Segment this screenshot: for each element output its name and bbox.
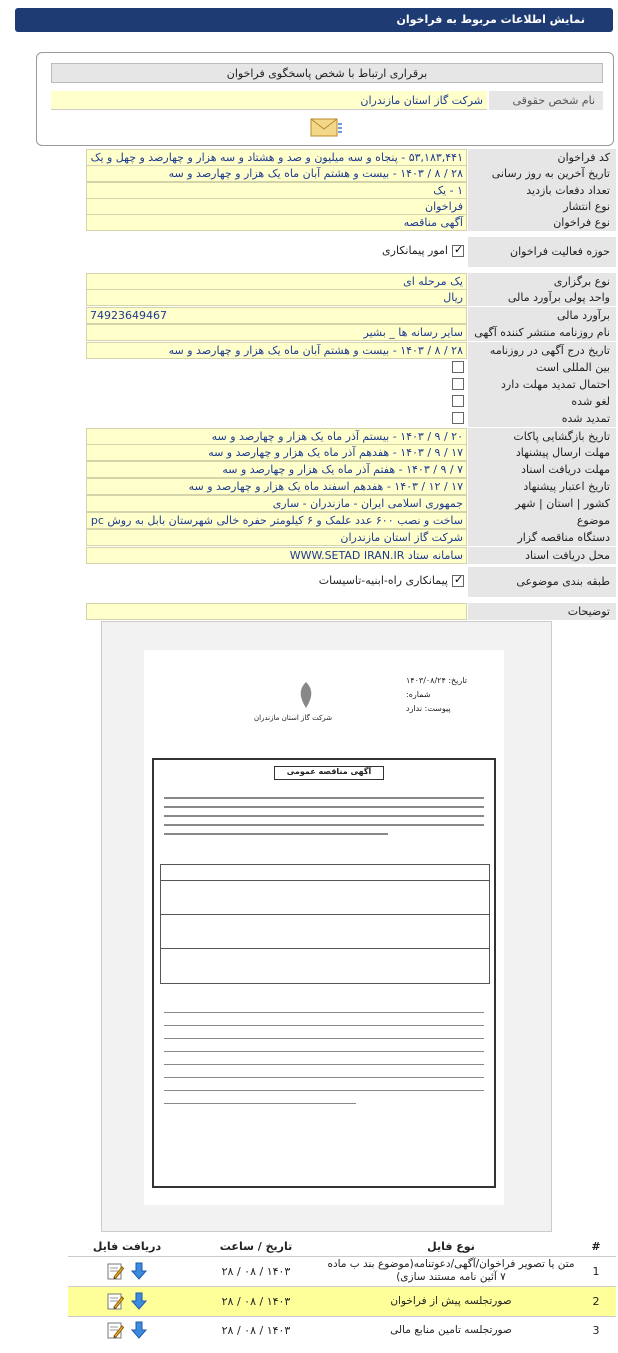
field-label: مهلت دریافت اسناد xyxy=(468,461,616,478)
field-label: حوزه فعالیت فراخوان xyxy=(468,237,616,267)
file-number: 3 xyxy=(576,1316,616,1344)
field-value: ۲۸ / ۸ / ۱۴۰۳ - بیست و هشتم آبان ماه یک هزار و چهارصد و سه xyxy=(86,342,467,359)
field-value xyxy=(86,237,467,267)
field-row xyxy=(86,512,616,529)
document-company: شرکت گاز استان مازندران xyxy=(254,714,333,722)
document-page xyxy=(144,650,504,1205)
col-date: تاریخ / ساعت xyxy=(186,1238,326,1256)
legal-entity-label: نام شخص حقوقی xyxy=(489,91,603,110)
edit-document-icon[interactable] xyxy=(106,1262,124,1280)
field-value: 74923649467 xyxy=(86,307,467,324)
field-row xyxy=(86,307,616,324)
field-label: تاریخ درج آگهی در روزنامه xyxy=(468,342,616,359)
field-value: ریال xyxy=(86,289,467,306)
file-row xyxy=(68,1256,616,1286)
field-label: محل دریافت اسناد xyxy=(468,547,616,564)
field-value: ۷ / ۹ / ۱۴۰۳ - هفتم آذر ماه یک هزار و چهارصد و سه xyxy=(86,461,467,478)
field-row xyxy=(86,547,616,564)
field-value xyxy=(86,393,467,410)
field-row xyxy=(86,478,616,495)
field-value: سایر رسانه ها _ بشیر xyxy=(86,324,467,341)
page-title: نمایش اطلاعات مربوط به فراخوان xyxy=(396,13,585,26)
field-value: ۲۸ / ۸ / ۱۴۰۳ - بیست و هشتم آبان ماه یک هزار و چهارصد و سه xyxy=(86,165,467,182)
field-label: تاریخ اعتبار پیشنهاد xyxy=(468,478,616,495)
col-file-type: نوع فایل xyxy=(326,1238,576,1256)
checkbox[interactable] xyxy=(452,245,464,257)
field-label: تمدید شده xyxy=(468,410,616,427)
file-date: ۱۴۰۳ / ۰۸ / ۲۸ xyxy=(186,1286,326,1316)
checkbox[interactable] xyxy=(452,575,464,587)
field-label: واحد پولی برآورد مالی xyxy=(468,289,616,306)
field-value: ساخت و نصب ۶۰۰ عدد علمک و ۶ کیلومتر حفره خالی شهرستان بابل به روش pc xyxy=(86,512,467,529)
file-download xyxy=(68,1316,186,1344)
field-row xyxy=(86,342,616,359)
field-value xyxy=(86,603,467,620)
file-type: صورتجلسه پیش از فراخوان xyxy=(326,1286,576,1316)
field-value: یک مرحله ای xyxy=(86,273,467,290)
envelope-icon[interactable] xyxy=(309,116,343,138)
field-label: برآورد مالی xyxy=(468,307,616,324)
field-row xyxy=(86,165,616,182)
edit-document-icon[interactable] xyxy=(106,1321,124,1339)
checkbox[interactable] xyxy=(452,412,464,424)
field-row xyxy=(86,324,616,341)
tender-document-image xyxy=(101,621,552,1232)
file-number: 1 xyxy=(576,1256,616,1286)
field-label: لغو شده xyxy=(468,393,616,410)
field-value: سامانه ستاد WWW.SETAD IRAN.IR xyxy=(86,547,467,564)
field-row xyxy=(86,376,616,393)
document-summary-lines xyxy=(164,1000,484,1116)
field-value xyxy=(86,376,467,393)
field-value: ۲۰ / ۹ / ۱۴۰۳ - بیستم آذر ماه یک هزار و چهارصد و سه xyxy=(86,428,467,445)
field-label: تاریخ آخرین به روز رسانی xyxy=(468,165,616,182)
field-label: بین المللی است xyxy=(468,359,616,376)
field-label: احتمال تمدید مهلت دارد xyxy=(468,376,616,393)
field-label: مهلت ارسال پیشنهاد xyxy=(468,444,616,461)
download-arrow-icon[interactable] xyxy=(130,1262,148,1280)
company-logo-icon xyxy=(286,680,326,710)
checkbox[interactable] xyxy=(452,361,464,373)
field-value: ۱۷ / ۹ / ۱۴۰۳ - هفدهم آذر ماه یک هزار و چهارصد و سه xyxy=(86,444,467,461)
field-value xyxy=(86,567,467,597)
field-row xyxy=(86,273,616,290)
document-text-lines xyxy=(164,790,484,842)
checkbox[interactable] xyxy=(452,395,464,407)
file-date: ۱۴۰۳ / ۰۸ / ۲۸ xyxy=(186,1316,326,1344)
field-label: تاریخ بازگشایی پاکات xyxy=(468,428,616,445)
field-label: کد فراخوان xyxy=(468,149,616,166)
field-value: جمهوری اسلامی ایران - مازندران - ساری xyxy=(86,495,467,512)
field-value xyxy=(86,359,467,376)
download-arrow-icon[interactable] xyxy=(130,1292,148,1310)
document-frame xyxy=(152,758,496,1188)
file-download xyxy=(68,1286,186,1316)
field-row xyxy=(86,214,616,231)
field-row xyxy=(86,237,616,267)
field-value: آگهی مناقصه xyxy=(86,214,467,231)
contact-panel xyxy=(36,52,614,146)
field-row xyxy=(86,495,616,512)
field-row xyxy=(86,444,616,461)
field-value: ۱ - یک xyxy=(86,182,467,199)
document-attachment: پیوست: ندارد xyxy=(406,704,451,713)
document-date: تاریخ: ۱۴۰۳/۰۸/۲۴ xyxy=(406,676,467,685)
field-label: نام روزنامه منتشر کننده آگهی xyxy=(468,324,616,341)
download-arrow-icon[interactable] xyxy=(130,1321,148,1339)
files-header-row xyxy=(68,1238,616,1256)
field-value: ۱۷ / ۱۲ / ۱۴۰۳ - هفدهم اسفند ماه یک هزار و چهارصد و سه xyxy=(86,478,467,495)
field-label: موضوع xyxy=(468,512,616,529)
field-row xyxy=(86,393,616,410)
field-row xyxy=(86,529,616,546)
field-label: نوع برگزاری xyxy=(468,273,616,290)
field-row xyxy=(86,603,616,620)
file-type: متن یا تصویر فراخوان/آگهی/دعوتنامه(موضوع بند ب ماده ۷ آئین نامه مستند سازی) xyxy=(326,1256,576,1286)
field-row xyxy=(86,359,616,376)
field-row xyxy=(86,149,616,166)
field-row xyxy=(86,461,616,478)
col-number: # xyxy=(576,1238,616,1256)
field-label: کشور | استان | شهر xyxy=(468,495,616,512)
field-value: شرکت گاز استان مازندران xyxy=(86,529,467,546)
checkbox[interactable] xyxy=(452,378,464,390)
file-type: صورتجلسه تامین منابع مالی xyxy=(326,1316,576,1344)
field-label: توضیحات xyxy=(468,603,616,620)
page-header xyxy=(15,8,613,32)
field-row xyxy=(86,182,616,199)
document-heading: آگهی مناقصه عمومی xyxy=(274,766,384,780)
file-row xyxy=(68,1316,616,1344)
field-value: ۵۳,۱۸۳,۴۴۱ - پنجاه و سه میلیون و صد و هشتاد و سه هزار و چهارصد و چهل و یک xyxy=(86,149,467,166)
field-label: تعداد دفعات بازدید xyxy=(468,182,616,199)
document-number: شماره: xyxy=(406,690,431,699)
file-download xyxy=(68,1256,186,1286)
legal-entity-value: شرکت گاز استان مازندران xyxy=(51,91,487,110)
edit-document-icon[interactable] xyxy=(106,1292,124,1310)
field-row xyxy=(86,198,616,215)
field-label: نوع فراخوان xyxy=(468,214,616,231)
field-value xyxy=(86,410,467,427)
field-row xyxy=(86,567,616,597)
field-label: دستگاه مناقصه گزار xyxy=(468,529,616,546)
field-row xyxy=(86,428,616,445)
field-row xyxy=(86,410,616,427)
document-table xyxy=(160,864,490,984)
col-download: دریافت فایل xyxy=(68,1238,186,1256)
field-value: فراخوان xyxy=(86,198,467,215)
checkbox-label: امور پیمانکاری xyxy=(382,244,448,257)
field-label: طبقه بندی موضوعی xyxy=(468,567,616,597)
file-row xyxy=(68,1286,616,1316)
field-label: نوع انتشار xyxy=(468,198,616,215)
files-table xyxy=(68,1238,616,1344)
checkbox-label: پیمانکاری راه-ابنیه-تاسیسات xyxy=(318,574,448,587)
file-number: 2 xyxy=(576,1286,616,1316)
field-row xyxy=(86,289,616,306)
file-date: ۱۴۰۳ / ۰۸ / ۲۸ xyxy=(186,1256,326,1286)
contact-title: برقراری ارتباط با شخص پاسخگوی فراخوان xyxy=(51,63,603,83)
